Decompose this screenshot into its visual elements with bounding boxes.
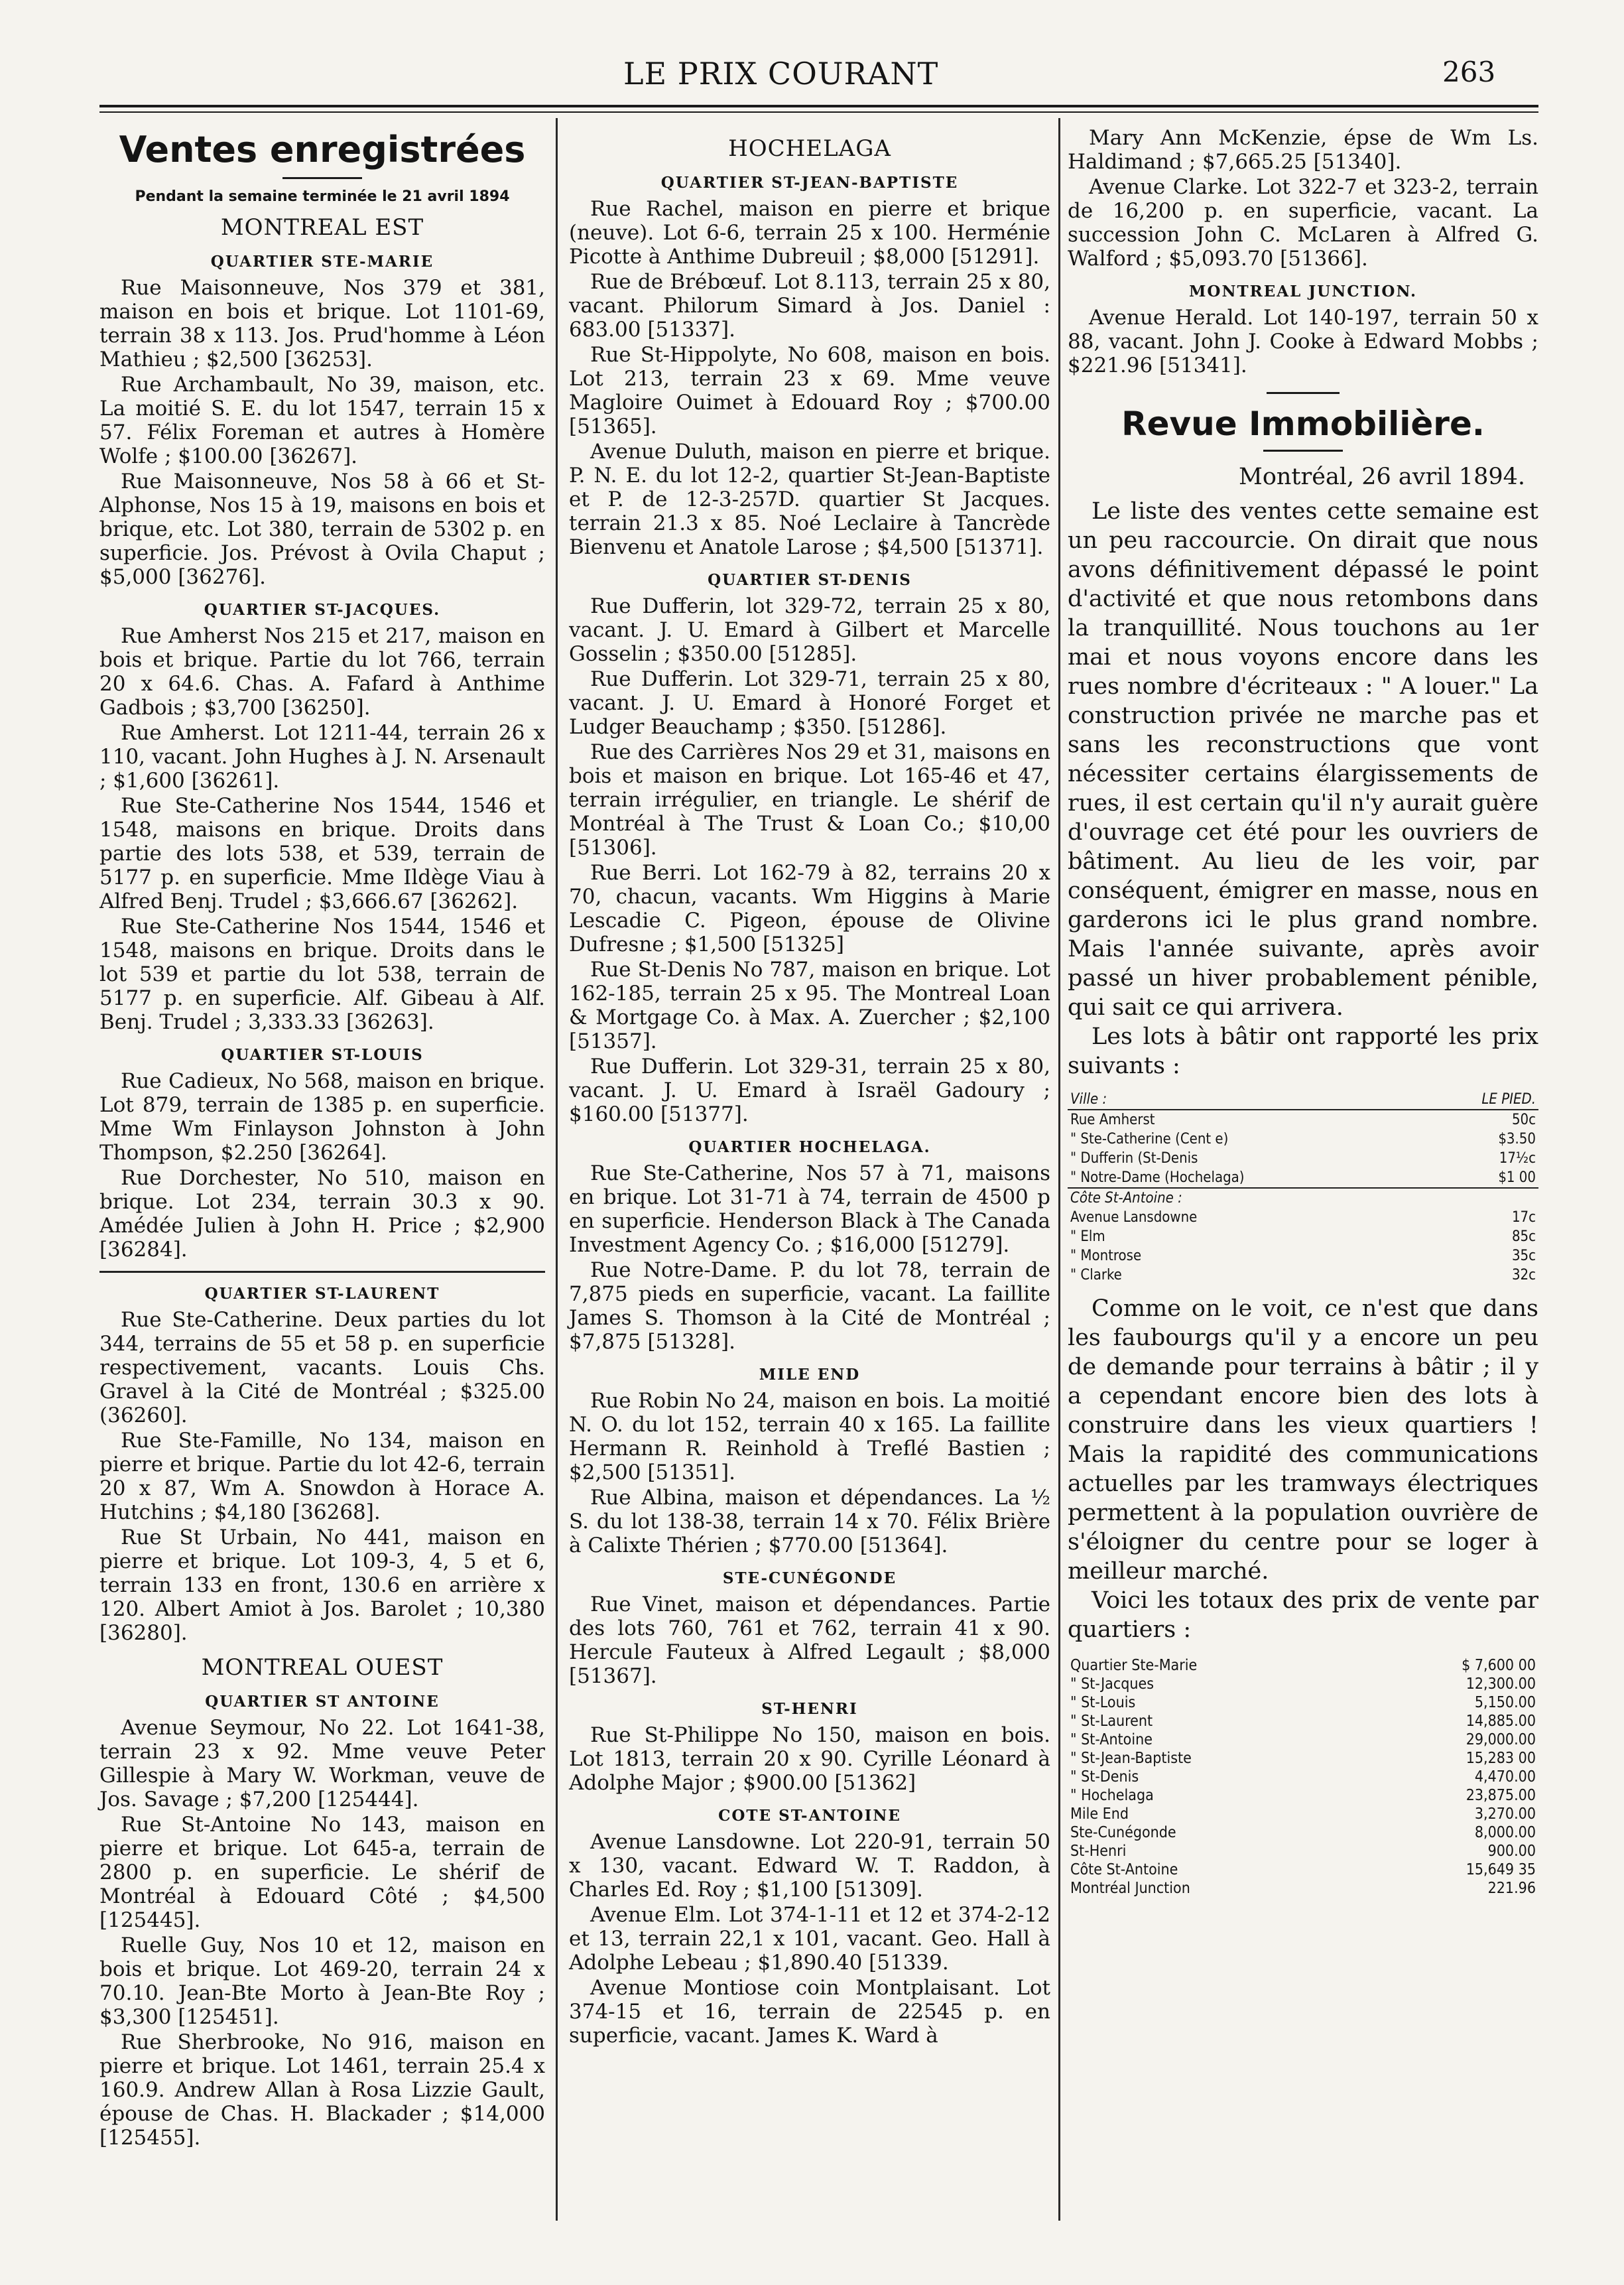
row-value: 32c (1511, 1267, 1536, 1283)
table-subheader-row (1068, 1188, 1538, 1208)
sale-entry: Rue Maisonneuve, Nos 379 et 381, maison en bois et brique. Lot 1101-69, terrain 38 x 113. Jos. Prud'homme à Léon Mathieu ; $2,500 [36253]. (99, 276, 545, 371)
entry-list (569, 1389, 1050, 1557)
sale-entry: Rue Cadieux, No 568, maison en brique. Lot 879, terrain de 1385 p. en superficie. Mme Wm Finlayson Johnston à John Thompson, $2.250 [36264]. (99, 1069, 545, 1165)
sale-entry: Ruelle Guy, Nos 10 et 12, maison en bois et brique. Lot 469-20, terrain 24 x 70.10. Jean-Bte Morto à Jean-Bte Roy ; $3,300 [125451]. (99, 1933, 545, 2029)
entry-list (99, 1308, 545, 1645)
revue-title: Revue Immobilière. (1121, 405, 1485, 443)
totals-table (1068, 1656, 1538, 1898)
row-label: Quartier Ste-Marie (1070, 1657, 1198, 1674)
sale-entry: Avenue Herald. Lot 140-197, terrain 50 x 88, vacant. John J. Cooke à Edward Mobbs ; $221.96 [51341]. (1068, 306, 1538, 377)
sale-entry: Avenue Lansdowne. Lot 220-91, terrain 50 x 130, vacant. Edward W. T. Raddon, à Charles Ed. Roy ; $1,100 [51309]. (569, 1830, 1050, 1902)
entry-list (99, 276, 545, 589)
sale-entry: Avenue Elm. Lot 374-1-11 et 12 et 374-2-12 et 13, terrain 22,1 x 101, vacant. Geo. Hall à Adolphe Lebeau ; $1,890.40 [51339. (569, 1903, 1050, 1975)
row-label: " Notre-Dame (Hochelaga) (1070, 1169, 1245, 1186)
table-row (1068, 1227, 1538, 1246)
sale-entry: Rue Albina, maison et dépendances. La ½ S. du lot 138-38, terrain 14 x 70. Félix Brière à Calixte Thérien ; $770.00 [51364]. (569, 1486, 1050, 1557)
row-value: 29,000.00 (1466, 1731, 1536, 1748)
row-value: $3.50 (1498, 1131, 1536, 1147)
row-label: Rue Amherst (1070, 1112, 1155, 1128)
sale-entry: Rue Amherst. Lot 1211-44, terrain 26 x 110, vacant. John Hughes à J. N. Arsenault ; $1,600 [36261]. (99, 721, 545, 793)
sale-entry: Mary Ann McKenzie, épse de Wm Ls. Haldimand ; $7,665.25 [51340]. (1068, 126, 1538, 174)
sale-entry: Rue Notre-Dame. P. du lot 78, terrain de 7,875 pieds en superficie, vacant. La faillite James S. Thomson à la Cité de Montréal ; $7,875 [51328]. (569, 1258, 1050, 1354)
table-row (1068, 1712, 1538, 1730)
row-value: 50c (1511, 1112, 1536, 1128)
table-row (1068, 1823, 1538, 1842)
sale-entry: Rue Archambault, No 39, maison, etc. La moitié S. E. du lot 1547, terrain 15 x 57. Félix Foreman et autres à Homère Wolfe ; $100.00 [36267]. (99, 373, 545, 468)
sale-entry: Rue Vinet, maison et dépendances. Partie des lots 760, 761 et 762, terrain 41 x 90. Hercule Fauteux à Alfred Legault ; $8,000 [51367]. (569, 1593, 1050, 1688)
row-value: 221.96 (1487, 1880, 1536, 1897)
quartier-heading: QUARTIER ST-JACQUES. (204, 601, 441, 619)
sale-entry: Rue Ste-Catherine, Nos 57 à 71, maisons en brique. Lot 31-71 à 74, terrain de 4500 p en superficie. Henderson Black à The Canada Investment Agency Co. ; $16,000 [51279]. (569, 1161, 1050, 1257)
article-paragraph: Comme on le voit, ce n'est que dans les faubourgs qu'il y a encore un peu de demande pour terrains à bâtir ; il y a cependant encore bien des lots à construire dans les vieux quartiers ! Mais la rapidité des communications actuelles par les tramways électriques permettent à la population ouvrière de s'éloigner du centre pour se loger à meilleur marché. (1068, 1295, 1538, 1585)
table-header-left: Ville : (1068, 1090, 1421, 1110)
quartier-heading: QUARTIER HOCHELAGA. (688, 1138, 931, 1156)
row-value: 15,283 00 (1466, 1750, 1536, 1767)
sale-entry: Rue Amherst Nos 215 et 217, maison en bois et brique. Partie du lot 766, terrain 20 x 64.6. Chas. A. Fafard à Anthime Gadbois ; $3,700 [36250]. (99, 624, 545, 720)
quartier-heading: STE-CUNÉGONDE (722, 1569, 897, 1587)
table-row (1068, 1805, 1538, 1823)
quartier-heading: MILE END (759, 1366, 861, 1384)
sale-entry: Rue Sherbrooke, No 916, maison en pierre et brique. Lot 1461, terrain 25.4 x 160.9. Andrew Allan à Rosa Lizzie Gault, épouse de Chas. H. Blackader ; $14,000 [125455]. (99, 2030, 545, 2150)
table-row (1068, 1246, 1538, 1266)
quartier-heading: QUARTIER ST-JEAN-BAPTISTE (660, 174, 959, 192)
entry-list (569, 1161, 1050, 1354)
row-value: 4,470.00 (1474, 1768, 1536, 1786)
row-label: " Montrose (1070, 1248, 1142, 1264)
entry-list (569, 197, 1050, 559)
section-title: Ventes enregistrées (119, 129, 526, 170)
sale-entry: Avenue Clarke. Lot 322-7 et 323-2, terrain de 16,200 p. en superficie, vacant. La succession John C. McLaren à Alfred G. Walford ; $5,093.70 [51366]. (1068, 175, 1538, 271)
row-label: " Clarke (1070, 1267, 1122, 1283)
header-rule (99, 105, 1538, 107)
row-label: " Elm (1070, 1228, 1105, 1245)
quartier-heading: MONTREAL JUNCTION. (1188, 283, 1418, 300)
sale-entry: Rue St-Antoine No 143, maison en pierre et brique. Lot 645-a, terrain de 2800 p. en superficie. Le shérif de Montréal à Edouard Côté ; $4,500 [125445]. (99, 1813, 545, 1932)
district-heading: MONTREAL OUEST (201, 1654, 444, 1681)
row-value: $1 00 (1498, 1169, 1536, 1186)
row-value: 23,875.00 (1466, 1787, 1536, 1804)
table-row (1068, 1110, 1538, 1130)
row-label: Avenue Lansdowne (1070, 1209, 1198, 1226)
row-value: 3,270.00 (1474, 1805, 1536, 1823)
entry-list (1068, 306, 1538, 377)
table-row (1068, 1730, 1538, 1749)
table-row (1068, 1675, 1538, 1693)
table-row (1068, 1130, 1538, 1149)
entry-list (99, 1716, 545, 2150)
quartier-heading: QUARTIER ST-LAURENT (204, 1285, 440, 1303)
column-hochelaga (569, 126, 1050, 2049)
sale-entry: Rue Ste-Catherine. Deux parties du lot 344, terrains de 55 et 58 p. en superficie respectivement, vacants. Louis Chs. Gravel à la Cité de Montréal ; $325.00 (36260]. (99, 1308, 545, 1427)
title-rule (1263, 450, 1343, 452)
sale-entry: Rue Dufferin. Lot 329-71, terrain 25 x 80, vacant. J. U. Emard à Honoré Forget et Ludger Beauchamp ; $350. [51286]. (569, 667, 1050, 739)
entry-list (99, 1069, 545, 1262)
entry-list (99, 624, 545, 1034)
sale-entry: Rue Maisonneuve, Nos 58 à 66 et St-Alphonse, Nos 15 à 19, maisons en bois et brique, etc. Lot 380, terrain de 5302 p. en superficie. Jos. Prévost à Ovila Chaput ; $5,000 [36276]. (99, 470, 545, 589)
row-label: " St-Jacques (1070, 1675, 1155, 1693)
row-value: 15,649 35 (1466, 1861, 1536, 1878)
row-value: 17½c (1499, 1150, 1536, 1167)
entry-list (569, 1593, 1050, 1688)
column-divider (1058, 118, 1060, 2221)
sale-entry: Rue St-Denis No 787, maison en brique. Lot 162-185, terrain 25 x 95. The Montreal Loan & Mortgage Co. à Max. A. Zuercher ; $2,100 [51357]. (569, 958, 1050, 1053)
sale-entry: Rue des Carrières Nos 29 et 31, maisons en bois et maison en brique. Lot 165-46 et 47, terrain irrégulier, en triangle. Le shérif de Montréal à The Trust & Loan Co.; $10,00 [51306]. (569, 740, 1050, 860)
row-value: 17c (1511, 1209, 1536, 1226)
row-label: " St-Laurent (1070, 1713, 1153, 1730)
row-label: " St-Louis (1070, 1694, 1136, 1711)
row-label: St-Henri (1070, 1843, 1127, 1860)
journal-title: LE PRIX COURANT (623, 56, 939, 92)
quartier-heading: COTE ST-ANTOINE (718, 1807, 901, 1825)
revue-date: Montréal, 26 avril 1894. (1238, 464, 1525, 490)
section-ornament (1267, 392, 1340, 394)
quartier-heading: ST-HENRI (761, 1700, 858, 1718)
cote-rows (1068, 1208, 1538, 1285)
quartier-heading: QUARTIER ST-LOUIS (221, 1046, 424, 1064)
row-label: " St-Jean-Baptiste (1070, 1750, 1192, 1767)
entry-list (569, 594, 1050, 1126)
table-row (1068, 1208, 1538, 1227)
column-revue (1068, 126, 1538, 1898)
article-paragraph: Voici les totaux des prix de vente par quartiers : (1068, 1587, 1538, 1643)
table-row (1068, 1879, 1538, 1898)
sale-entry: Rue Berri. Lot 162-79 à 82, terrains 20 x 70, chacun, vacants. Wm Higgins à Marie Lescadie C. Pigeon, épouse de Olivine Dufresne ; $1,500 [51325] (569, 861, 1050, 956)
table-header-row (1068, 1090, 1538, 1110)
table-row (1068, 1842, 1538, 1861)
page-number: 263 (1442, 56, 1496, 88)
row-value: 900.00 (1487, 1843, 1536, 1860)
district-heading: MONTREAL EST (220, 214, 424, 241)
quartier-heading: QUARTIER ST ANTOINE (205, 1693, 440, 1711)
quartier-heading: QUARTIER ST-DENIS (708, 571, 912, 589)
row-value: 12,300.00 (1466, 1675, 1536, 1693)
sale-entry: Rue St Urbain, No 441, maison en pierre et brique. Lot 109-3, 4, 5 et 6, terrain 133 en front, 130.6 en arrière x 120. Albert Amiot à Jos. Barolet ; 10,380 [36280]. (99, 1526, 545, 1645)
cote-label: Côte St-Antoine : (1068, 1188, 1538, 1208)
sale-entry: Avenue Duluth, maison en pierre et brique. P. N. E. du lot 12-2, quartier St-Jean-Baptiste et P. de 12-3-257D. quartier St Jacques. terrain 21.3 x 85. Noé Leclaire à Tancrède Bienvenu et Anatole Larose ; $4,500 [51371]. (569, 440, 1050, 559)
table-row (1068, 1693, 1538, 1712)
sale-entry: Rue Dufferin. Lot 329-31, terrain 25 x 80, vacant. J. U. Emard à Israël Gadoury ; $160.00 [51377]. (569, 1055, 1050, 1126)
sale-entry: Rue Ste-Catherine Nos 1544, 1546 et 1548, maisons en brique. Droits dans le lot 539 et partie du lot 538, terrain de 5177 p. en superficie. Alf. Gibeau à Alf. Benj. Trudel ; 3,333.33 [36263]. (99, 915, 545, 1034)
sale-entry: Rue Ste-Famille, No 134, maison en pierre et brique. Partie du lot 42-6, terrain 20 x 87, Wm A. Snowdon à Horace A. Hutchins ; $4,180 [36268]. (99, 1429, 545, 1524)
ville-rows (1068, 1110, 1538, 1188)
lot-price-table (1068, 1090, 1538, 1285)
table-row (1068, 1861, 1538, 1879)
totals-rows (1068, 1656, 1538, 1898)
sale-entry: Rue Rachel, maison en pierre et brique (neuve). Lot 6-6, terrain 25 x 100. Herménie Picotte à Anthime Dubreuil ; $8,000 [51291]. (569, 197, 1050, 269)
row-value: 8,000.00 (1474, 1824, 1536, 1841)
row-label: " Dufferin (St-Denis (1070, 1150, 1198, 1167)
sale-entry: Avenue Montiose coin Montplaisant. Lot 374-15 et 16, terrain de 22545 p. en superficie, vacant. James K. Ward à (569, 1976, 1050, 2048)
table-row (1068, 1266, 1538, 1285)
sale-entry: Avenue Seymour, No 22. Lot 1641-38, terrain 23 x 92. Mme veuve Peter Gillespie à Mary W. Workman, veuve de Jos. Savage ; $7,200 [125444]. (99, 1716, 545, 1811)
table-row (1068, 1768, 1538, 1786)
table-row (1068, 1168, 1538, 1188)
table-row (1068, 1786, 1538, 1805)
page-header (0, 46, 1624, 99)
row-value: 14,885.00 (1466, 1713, 1536, 1730)
entry-list (569, 1830, 1050, 2048)
row-label: Mile End (1070, 1805, 1129, 1823)
row-value: $ 7,600 00 (1462, 1657, 1536, 1674)
sale-entry: Rue de Brébœuf. Lot 8.113, terrain 25 x 80, vacant. Philorum Simard à Jos. Daniel : 683.00 [51337]. (569, 270, 1050, 342)
table-row (1068, 1149, 1538, 1168)
row-label: " Hochelaga (1070, 1787, 1154, 1804)
period-line: Pendant la semaine terminée le 21 avril 1894 (135, 188, 510, 205)
table-row (1068, 1749, 1538, 1768)
sale-entry: Rue Dufferin, lot 329-72, terrain 25 x 80, vacant. J. U. Emard à Gilbert et Marcelle Gosselin ; $350.00 [51285]. (569, 594, 1050, 666)
district-heading: HOCHELAGA (728, 135, 891, 162)
row-label: Ste-Cunégonde (1070, 1824, 1176, 1841)
row-value: 85c (1511, 1228, 1536, 1245)
row-value: 35c (1511, 1248, 1536, 1264)
column-ventes (99, 126, 545, 2151)
row-value: 5,150.00 (1474, 1694, 1536, 1711)
row-label: " Ste-Catherine (Cent e) (1070, 1131, 1229, 1147)
column-divider (556, 118, 558, 2221)
title-rule (282, 177, 362, 179)
row-label: " St-Antoine (1070, 1731, 1153, 1748)
table-header-right: LE PIED. (1421, 1090, 1538, 1110)
article-paragraph: Les lots à bâtir ont rapporté les prix suivants : (1068, 1023, 1538, 1079)
quartier-heading: QUARTIER STE-MARIE (210, 253, 434, 271)
header-rule-thin (99, 111, 1538, 113)
row-label: Montréal Junction (1070, 1880, 1190, 1897)
sale-entry: Rue St-Philippe No 150, maison en bois. Lot 1813, terrain 20 x 90. Cyrille Léonard à Adolphe Major ; $900.00 [51362] (569, 1723, 1050, 1795)
article-paragraph: Le liste des ventes cette semaine est un peu raccourcie. On dirait que nous avons définitivement dépassé le point d'activité et que nous retombons dans la tranquillité. Nous touchons au 1er mai et nous voyons encore dans les rues nombre d'écriteaux : " A louer." La construction privée ne marche pas et sans les reconstructions que vont nécessiter certains élargissements de rues, il est certain qu'il n'y aurait guère d'ouvrage cet été pour les ouvriers de bâtiment. Au lieu de les voir, par conséquent, émigrer en masse, nous en garderons ici le plus grand nombre. Mais l'année suivante, après avoir passé un hiver probablement pénible, qui sait ce qui arrivera. (1068, 498, 1538, 1021)
sale-entry: Rue St-Hippolyte, No 608, maison en bois. Lot 213, terrain 23 x 69. Mme veuve Magloire Ouimet à Edouard Roy ; $700.00 [51365]. (569, 343, 1050, 438)
sale-entry: Rue Dorchester, No 510, maison en brique. Lot 234, terrain 30.3 x 90. Amédée Julien à John H. Price ; $2,900 [36284]. (99, 1166, 545, 1262)
row-label: " St-Denis (1070, 1768, 1139, 1786)
sale-entry: Rue Ste-Catherine Nos 1544, 1546 et 1548, maisons en brique. Droits dans partie des lots 538, et 539, terrain de 5177 p. en superficie. Mme Ildège Viau à Alfred Benj. Trudel ; $3,666.67 [36262]. (99, 794, 545, 913)
row-label: Côte St-Antoine (1070, 1861, 1178, 1878)
entry-list (569, 1723, 1050, 1795)
table-row (1068, 1656, 1538, 1675)
sale-entry: Rue Robin No 24, maison en bois. La moitié N. O. du lot 152, terrain 40 x 165. La faillite Hermann R. Reinhold à Treflé Bastien ; $2,500 [51351]. (569, 1389, 1050, 1484)
section-rule (99, 1271, 545, 1273)
entry-list (1068, 126, 1538, 271)
